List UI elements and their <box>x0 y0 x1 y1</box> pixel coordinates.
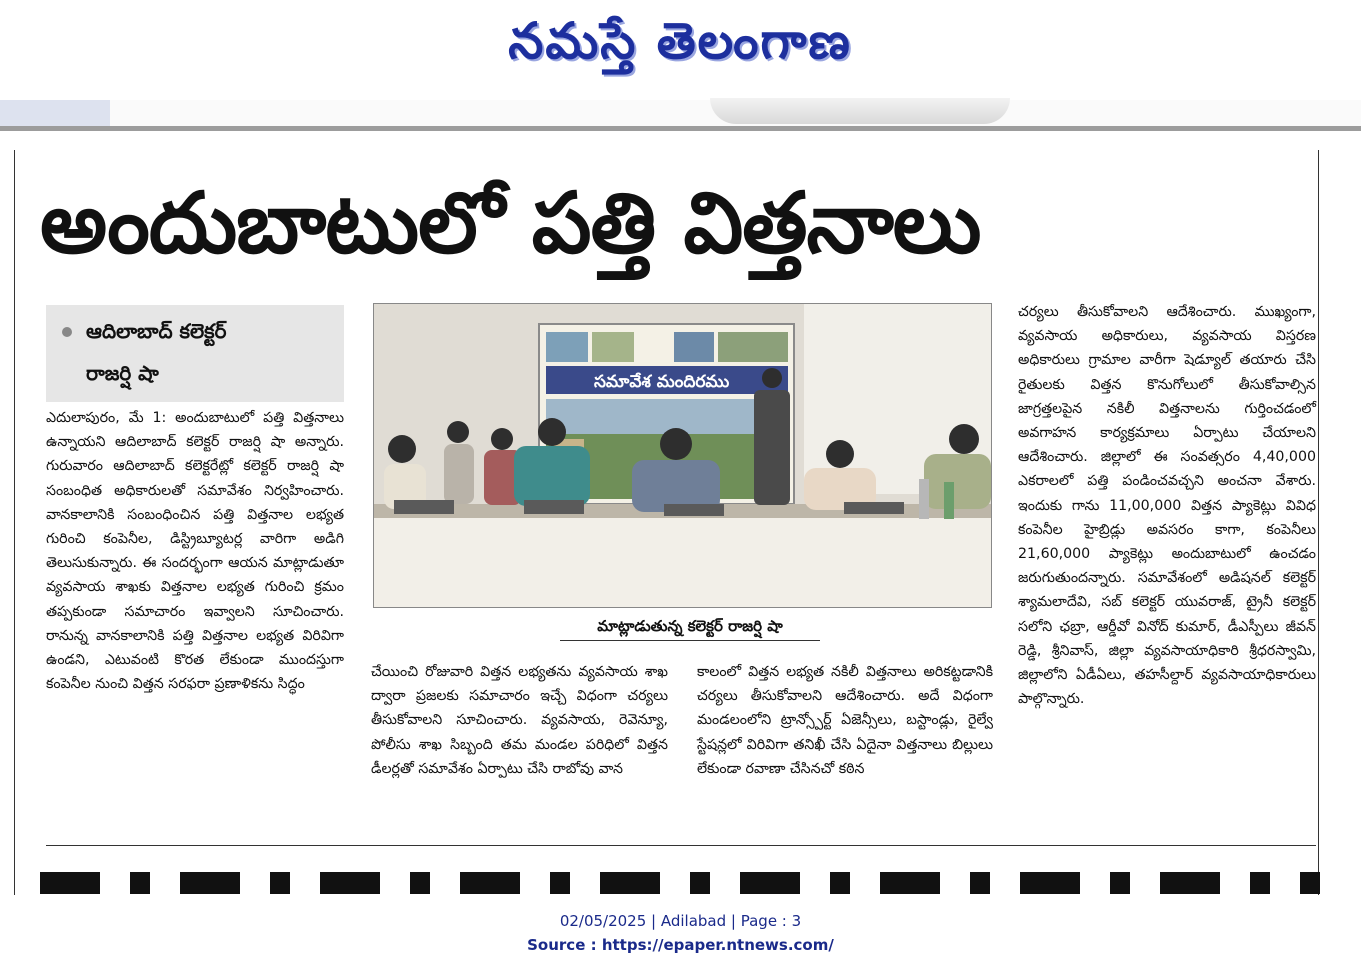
article-column-2 <box>371 660 668 832</box>
column-1-text: ఎదులాపురం, మే 1: అందుబాటులో పత్తి విత్తనాలు ఉన్నాయని ఆదిలాబాద్ కలెక్టర్ రాజర్షి షా అన్నారు. గురువారం ఆదిలాబాద్ కలెక్టరేట్లో కలెక్టర్ రాజర్షి షా సంబంధిత అధికారులతో సమావేశం నిర్వహించారు. వానకాలానికి సంబంధించిన పత్తి విత్తనాల లభ్యత గురించి కంపెనీల, డిస్ట్రిబ్యూటర్ల వారిగా అడిగి తెలుసుకున్నారు. ఈ సందర్భంగా ఆయన మాట్లాడుతూ వ్యవసాయ శాఖకు విత్తనాల లభ్యత గురించి క్రమం తప్పకుండా సమాచారం ఇవ్వాలని సూచించారు. రానున్న వానకాలానికి పత్తి విత్తనాల లభ్యత విరివిగా ఉండని, ఎటువంటి కొరత లేకుండా ముందస్తుగా కంపెనీల నుంచి విత్తన సరఫరా ప్రణాళికను సిద్ధం <box>46 410 344 693</box>
column-2-text: చేయించి రోజువారి విత్తన లభ్యతను వ్యవసాయ శాఖ ద్వారా ప్రజలకు సమాచారం ఇచ్చే విధంగా చర్యలు తీసుకోవాలని సూచించారు. వ్యవసాయ, రెవెన్యూ, పోలీసు శాఖ సిబ్బంది తమ మండల పరిధిలో విత్తన డీలర్లతో సమావేశం ఏర్పాటు చేసి రాబోవు వాన <box>371 664 668 777</box>
article-column-3 <box>697 660 993 832</box>
subhead-box <box>46 305 344 402</box>
photo-caption: మాట్లాడుతున్న కలెక్టర్ రాజర్షి షా <box>560 612 820 641</box>
article-column-4 <box>1018 300 1316 832</box>
article-headline: అందుబాటులో పత్తి విత్తనాలు <box>40 174 981 272</box>
banner-text: సమావేశ మందిరము <box>594 372 730 392</box>
column-3-text: కాలంలో విత్తన లభ్యత నకిలీ విత్తనాలు అరికట్టడానికి చర్యలు తీసుకోవాలని ఆదేశించారు. అదే విధంగా మండలంలోని ట్రాన్స్పోర్ట్ ఏజెన్సీలు, బస్టాండ్లు, రైల్వే స్టేషన్లలో విరివిగా తనిఖీ చేసి ఏదైనా విత్తనాలు బిల్లులు లేకుండా రవాణా చేసినచో కఠిన <box>697 664 993 777</box>
masthead-strip-accent <box>0 100 110 126</box>
article-divider <box>46 845 1316 846</box>
footer-source[interactable]: Source : https://epaper.ntnews.com/ <box>527 936 834 954</box>
bullet-icon <box>62 327 72 337</box>
column-4-text: చర్యలు తీసుకోవాలని ఆదేశించారు. ముఖ్యంగా, వ్యవసాయ అధికారులు, వ్యవసాయ విస్తరణ అధికారులు గ్రామాల వారీగా షెడ్యూల్ తయారు చేసి రైతులకు విత్తన కొనుగోలులో తీసుకోవాల్సిన జాగ్రత్తలపైన నకిలీ విత్తనాలను గుర్తించడంలో అవగాహన కార్యక్రమాలు ఏర్పాటు చేయాలని ఆదేశించారు. జిల్లాలో ఈ సంవత్సరం 4,40,000 ఎకరాలలో పత్తి పండించవచ్చని అంచనా వేశారు. ఇందుకు గాను 11,00,000 విత్తన ప్యాకెట్లు వివిధ కంపెనీల హైబ్రిడ్లు అవసరం కాగా, కంపెనీలు 21,60,000 ప్యాకెట్లు అందుబాటులో ఉంచడం జరుగుతుందన్నారు. సమావేశంలో అడిషనల్ కలెక్టర్ శ్యామలాదేవి, సబ్ కలెక్టర్ యువరాజ్, ట్రైనీ కలెక్టర్ సలోని ఛబ్రా, ఆర్డీవో వినోద్ కుమార్, డీఎస్పీలు జీవన్ రెడ్డి, శ్రీనివాస్, జిల్లా వ్యవసాయాధికారి శ్రీధరస్వామి, జిల్లాలోని ఏడీఏలు, తహసీల్దార్ వ్యవసాయాధికారులు పాల్గొన్నారు. <box>1018 304 1316 708</box>
masthead-ad-fragment <box>710 98 1010 124</box>
masthead-rule <box>0 126 1361 131</box>
newspaper-logo: నమస్తే తెలంగాణ <box>508 12 852 70</box>
footer-date-edition-page: 02/05/2025 | Adilabad | Page : 3 <box>559 912 802 930</box>
footer <box>0 895 1361 975</box>
article-column-1 <box>46 406 344 836</box>
masthead-strip <box>0 100 1361 126</box>
meeting-photo-illustration <box>374 304 991 607</box>
masthead <box>0 0 1361 104</box>
subhead-line-2: రాజర్షి షా <box>86 361 159 385</box>
subhead-line-1: ఆదిలాబాద్ కలెక్టర్ <box>86 319 227 343</box>
article-photo <box>373 303 992 608</box>
